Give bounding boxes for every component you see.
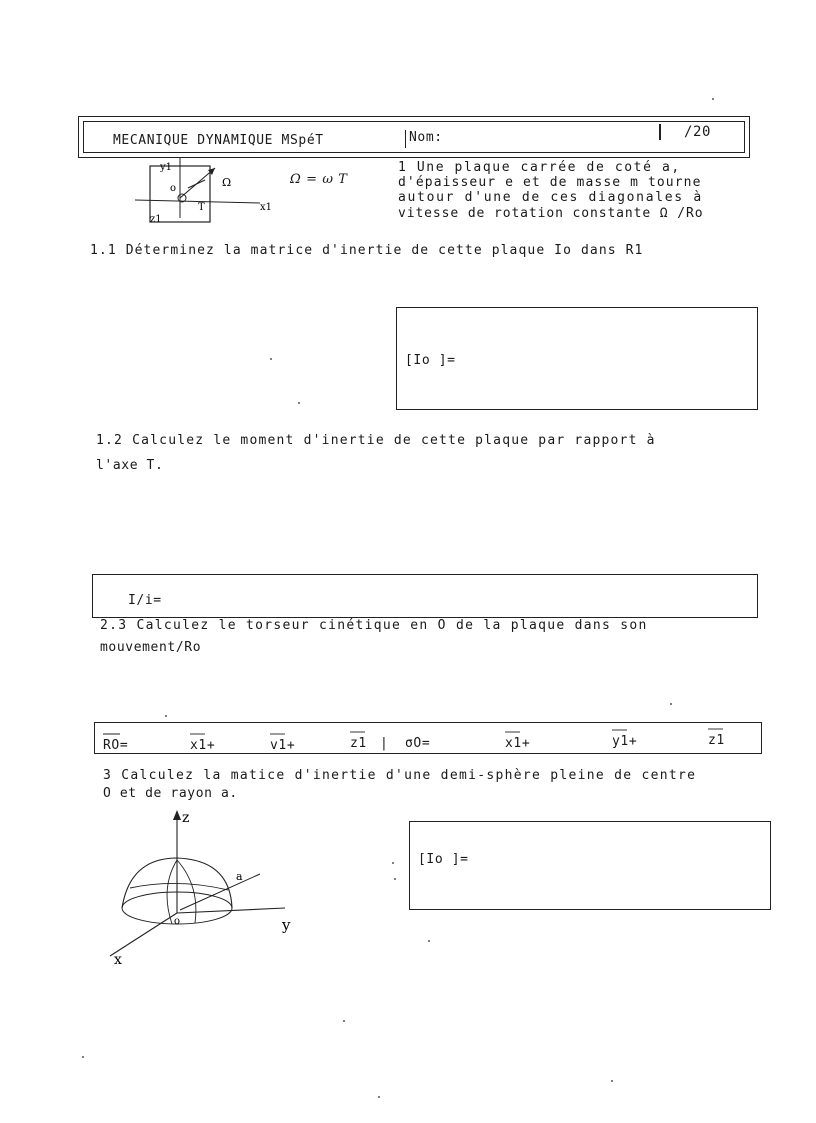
- question-3-line-1: 3 Calculez la matice d'inertie d'une demi-sphère pleine de centre: [103, 768, 697, 783]
- answer-1-1-label: [Io ]=: [405, 353, 456, 368]
- torseur-ro: RO=: [103, 738, 129, 753]
- name-label: Nom:: [409, 130, 443, 145]
- torseur-z1b: z1: [708, 733, 725, 748]
- torseur-y1: y1+: [612, 734, 638, 749]
- fig3-x-label: x: [114, 952, 122, 968]
- scan-speck: [670, 703, 672, 705]
- question-2-3-line-2: mouvement/Ro: [100, 640, 202, 655]
- torseur-separator: |: [380, 736, 389, 751]
- question-1-2-line-1: 1.2 Calculez le moment d'inertie de cette plaque par rapport à: [96, 433, 656, 448]
- question-3-line-2: O et de rayon a.: [103, 786, 238, 801]
- scan-speck: [378, 1096, 380, 1098]
- hemisphere-diagram: [100, 808, 310, 968]
- scan-speck: [611, 1080, 613, 1082]
- intro-line-2: d'épaisseur e et de masse m tourne: [398, 175, 702, 190]
- fig3-z-label: z: [182, 810, 190, 826]
- answer-3-label: [Io ]=: [418, 852, 469, 867]
- fig3-a-label: a: [236, 870, 243, 883]
- intro-line-4: vitesse de rotation constante Ω /Ro: [398, 206, 704, 221]
- fig1-t-label: T: [198, 202, 205, 213]
- intro-line-3: autour d'une de ces diagonales à: [398, 190, 703, 205]
- scan-speck: [394, 878, 396, 880]
- score-label: /20: [684, 124, 712, 140]
- question-2-3-line-1: 2.3 Calculez le torseur cinétique en O de la plaque dans son: [100, 618, 648, 633]
- torseur-x1: x1+: [190, 738, 216, 753]
- torseur-v1: v1+: [270, 738, 296, 753]
- scan-speck: [712, 98, 714, 100]
- scan-speck: [82, 1056, 84, 1058]
- scan-speck: [298, 402, 300, 404]
- scan-speck: [165, 715, 167, 717]
- scan-speck: [392, 862, 394, 864]
- intro-line-1: 1 Une plaque carrée de coté a,: [398, 160, 681, 175]
- fig1-y1-label: y1: [160, 162, 173, 173]
- torseur-x1b: x1+: [505, 736, 531, 751]
- fig1-z1-label: z1: [150, 214, 162, 225]
- radius-line: [180, 874, 260, 910]
- answer-1-2-label: I/i=: [128, 593, 162, 608]
- scan-speck: [270, 358, 272, 360]
- header-title: MECANIQUE DYNAMIQUE MSpéT: [113, 133, 324, 148]
- z-axis-arrow: [173, 810, 181, 820]
- question-1-1: 1.1 Déterminez la matrice d'inertie de cette plaque Io dans R1: [90, 243, 644, 258]
- scan-speck: [428, 940, 430, 942]
- x-axis: [110, 913, 177, 956]
- omega-formula: Ω = ω T: [290, 172, 348, 187]
- torseur-z1: z1: [350, 736, 367, 751]
- fig1-o-label: o: [170, 183, 177, 194]
- scan-speck: [343, 1020, 345, 1022]
- fig3-o-label: o: [174, 916, 181, 927]
- torseur-sigma: σO=: [405, 736, 431, 751]
- fig3-y-label: y: [282, 916, 291, 934]
- fig1-x1-label: x1: [260, 202, 273, 213]
- fig1-omega-label: Ω: [222, 176, 232, 189]
- question-1-2-line-2: l'axe T.: [96, 458, 164, 473]
